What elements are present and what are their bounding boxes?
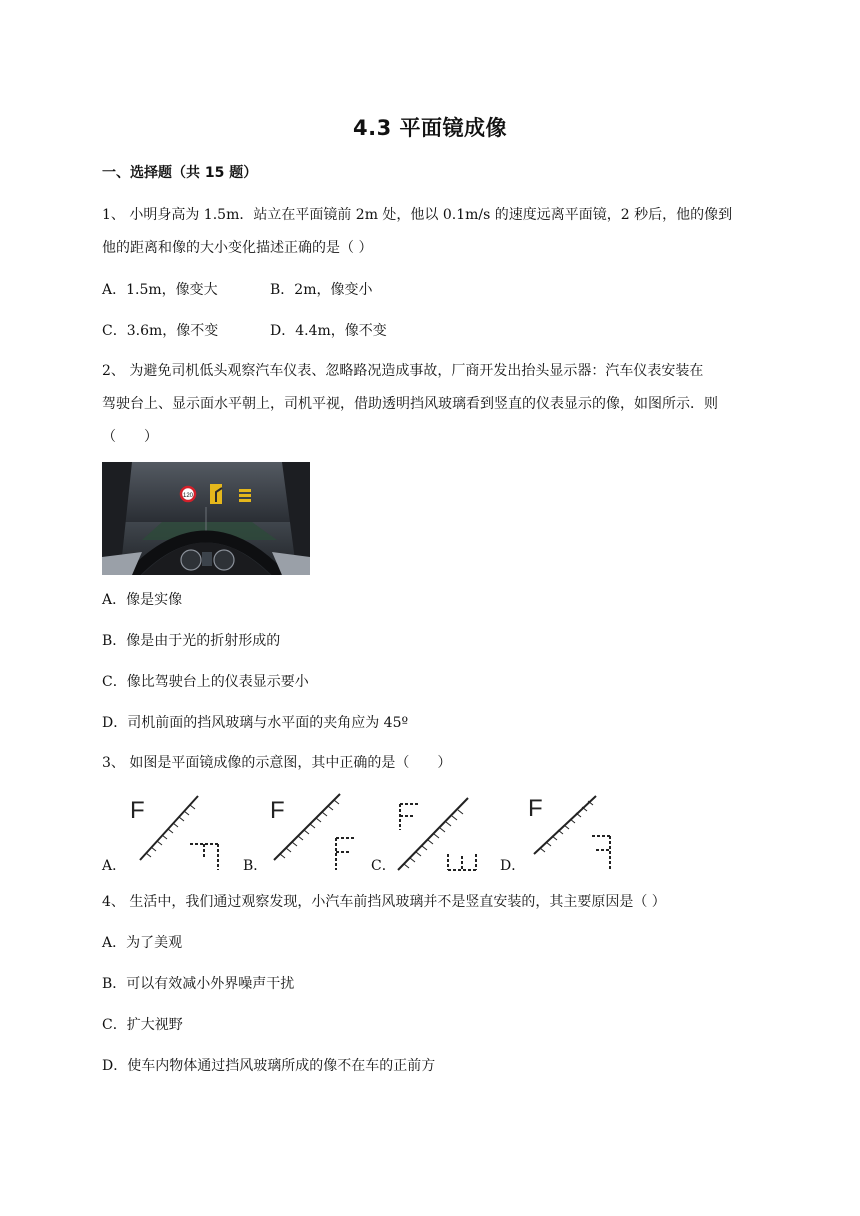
q1-text-line2: 他的距离和像的大小变化描述正确的是（ ） bbox=[102, 240, 373, 256]
q1-option-c: C．3.6m，像不变 bbox=[102, 323, 219, 339]
q3-diagram-d bbox=[520, 790, 620, 872]
q3-option-a-label: A． bbox=[102, 858, 127, 874]
q2-option-a: A．像是实像 bbox=[102, 592, 183, 608]
q3-option-c-label: C． bbox=[371, 858, 396, 874]
page-title: 4.3 平面镜成像 bbox=[352, 116, 507, 140]
q1-option-b: B．2m，像变小 bbox=[270, 282, 373, 298]
hud-dashboard-illustration bbox=[102, 462, 310, 575]
q3-option-b-label: B． bbox=[243, 858, 268, 874]
svg-text:F: F bbox=[270, 797, 285, 824]
speed-sign-text: 120 bbox=[182, 493, 194, 499]
hud-dashboard-photo bbox=[102, 462, 310, 575]
q3-diagram-a bbox=[120, 790, 220, 872]
q3-diagram-c bbox=[392, 790, 492, 872]
q3-diagram-b bbox=[264, 790, 364, 872]
q4-text-line1: 4、 生活中，我们通过观察发现，小汽车前挡风玻璃并不是竖直安装的，其主要原因是（ ） bbox=[102, 894, 666, 910]
q2-option-b: B．像是由于光的折射形成的 bbox=[102, 633, 281, 649]
section-heading: 一、选择题（共 15 题） bbox=[102, 165, 258, 181]
q2-text-line2: 驾驶台上、显示面水平朝上，司机平视，借助透明挡风玻璃看到竖直的仪表显示的像，如图所示．则 bbox=[102, 396, 718, 412]
q2-option-d: D．司机前面的挡风玻璃与水平面的夹角应为 45º bbox=[102, 715, 409, 731]
q3-text-line1: 3、 如图是平面镜成像的示意图，其中正确的是（ ） bbox=[102, 755, 452, 771]
q1-option-d: D．4.4m，像不变 bbox=[270, 323, 387, 339]
q4-option-b: B．可以有效减小外界噪声干扰 bbox=[102, 976, 295, 992]
svg-text:F: F bbox=[528, 795, 543, 822]
q4-option-d: D．使车内物体通过挡风玻璃所成的像不在车的正前方 bbox=[102, 1058, 436, 1074]
q2-text-line3: （ ） bbox=[102, 429, 158, 445]
q2-text-line1: 2、 为避免司机低头观察汽车仪表、忽略路况造成事故，厂商开发出抬头显示器：汽车仪表安装在 bbox=[102, 363, 704, 379]
svg-text:F: F bbox=[130, 797, 145, 824]
q3-option-d-label: D． bbox=[500, 858, 526, 874]
q4-option-a: A．为了美观 bbox=[102, 935, 183, 951]
q4-option-c: C．扩大视野 bbox=[102, 1017, 183, 1033]
q1-text-line1: 1、 小明身高为 1.5m．站立在平面镜前 2m 处，他以 0.1m/s 的速度远离平面镜，2 秒后，他的像到 bbox=[102, 207, 733, 223]
q2-option-c: C．像比驾驶台上的仪表显示要小 bbox=[102, 674, 309, 690]
q1-option-a: A．1.5m，像变大 bbox=[102, 282, 218, 298]
